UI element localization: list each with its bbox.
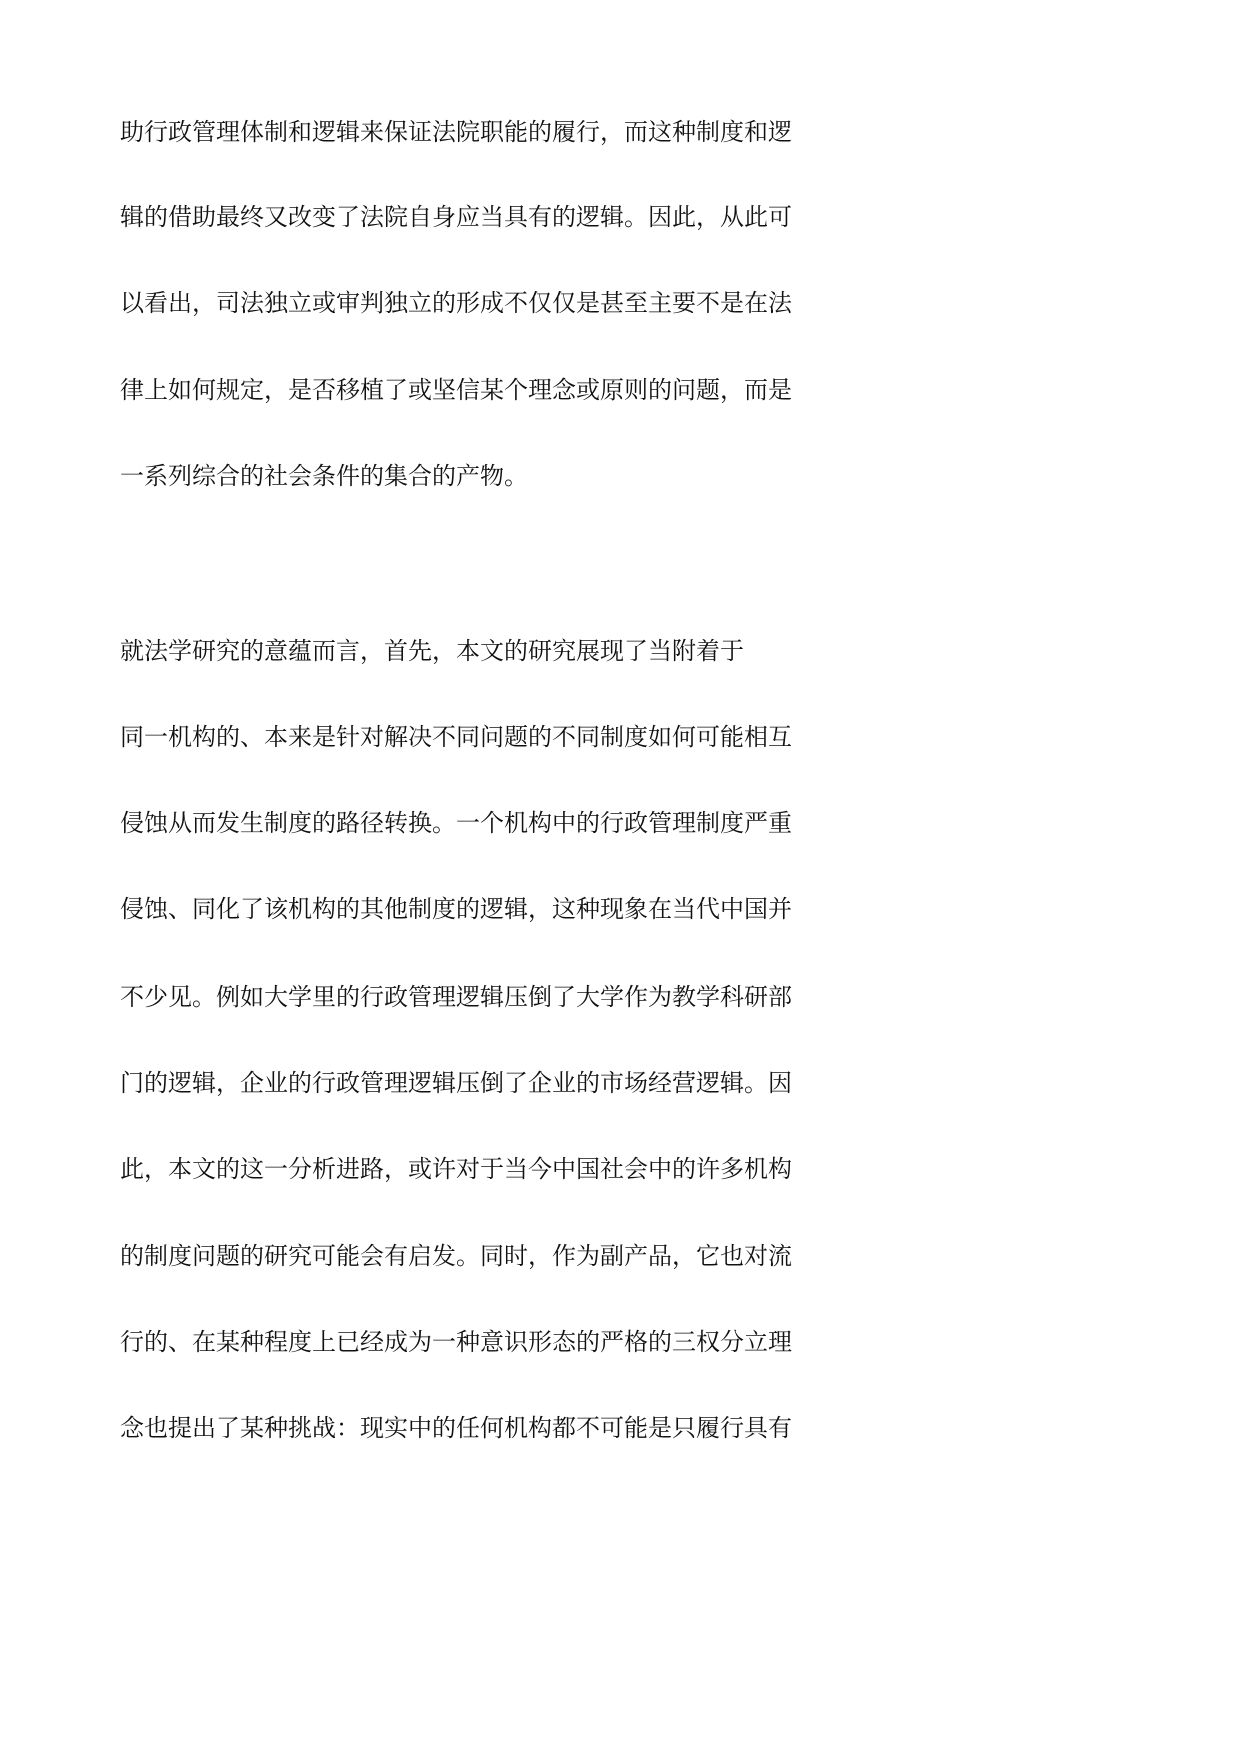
text-line: 以看出，司法独立或审判独立的形成不仅仅是甚至主要不是在法 bbox=[120, 289, 792, 317]
text-line: 的制度问题的研究可能会有启发。同时，作为副产品，它也对流 bbox=[120, 1242, 792, 1270]
text-line: 侵蚀从而发生制度的路径转换。一个机构中的行政管理制度严重 bbox=[120, 809, 792, 837]
text-line: 就法学研究的意蕴而言，首先，本文的研究展现了当附着于 bbox=[120, 637, 744, 665]
text-line: 侵蚀、同化了该机构的其他制度的逻辑，这种现象在当代中国并 bbox=[120, 895, 792, 923]
text-line: 念也提出了某种挑战：现实中的任何机构都不可能是只履行具有 bbox=[120, 1414, 792, 1442]
text-line: 不少见。例如大学里的行政管理逻辑压倒了大学作为教学科研部 bbox=[120, 983, 792, 1011]
text-line: 律上如何规定，是否移植了或坚信某个理念或原则的问题，而是 bbox=[120, 376, 792, 404]
text-line: 一系列综合的社会条件的集合的产物。 bbox=[120, 462, 528, 490]
text-line: 此，本文的这一分析进路，或许对于当今中国社会中的许多机构 bbox=[120, 1155, 792, 1183]
text-line: 助行政管理体制和逻辑来保证法院职能的履行，而这种制度和逻 bbox=[120, 118, 792, 146]
text-line: 行的、在某种程度上已经成为一种意识形态的严格的三权分立理 bbox=[120, 1328, 792, 1356]
text-line: 门的逻辑，企业的行政管理逻辑压倒了企业的市场经营逻辑。因 bbox=[120, 1069, 792, 1097]
text-line: 同一机构的、本来是针对解决不同问题的不同制度如何可能相互 bbox=[120, 723, 792, 751]
text-line: 辑的借助最终又改变了法院自身应当具有的逻辑。因此，从此可 bbox=[120, 203, 792, 231]
